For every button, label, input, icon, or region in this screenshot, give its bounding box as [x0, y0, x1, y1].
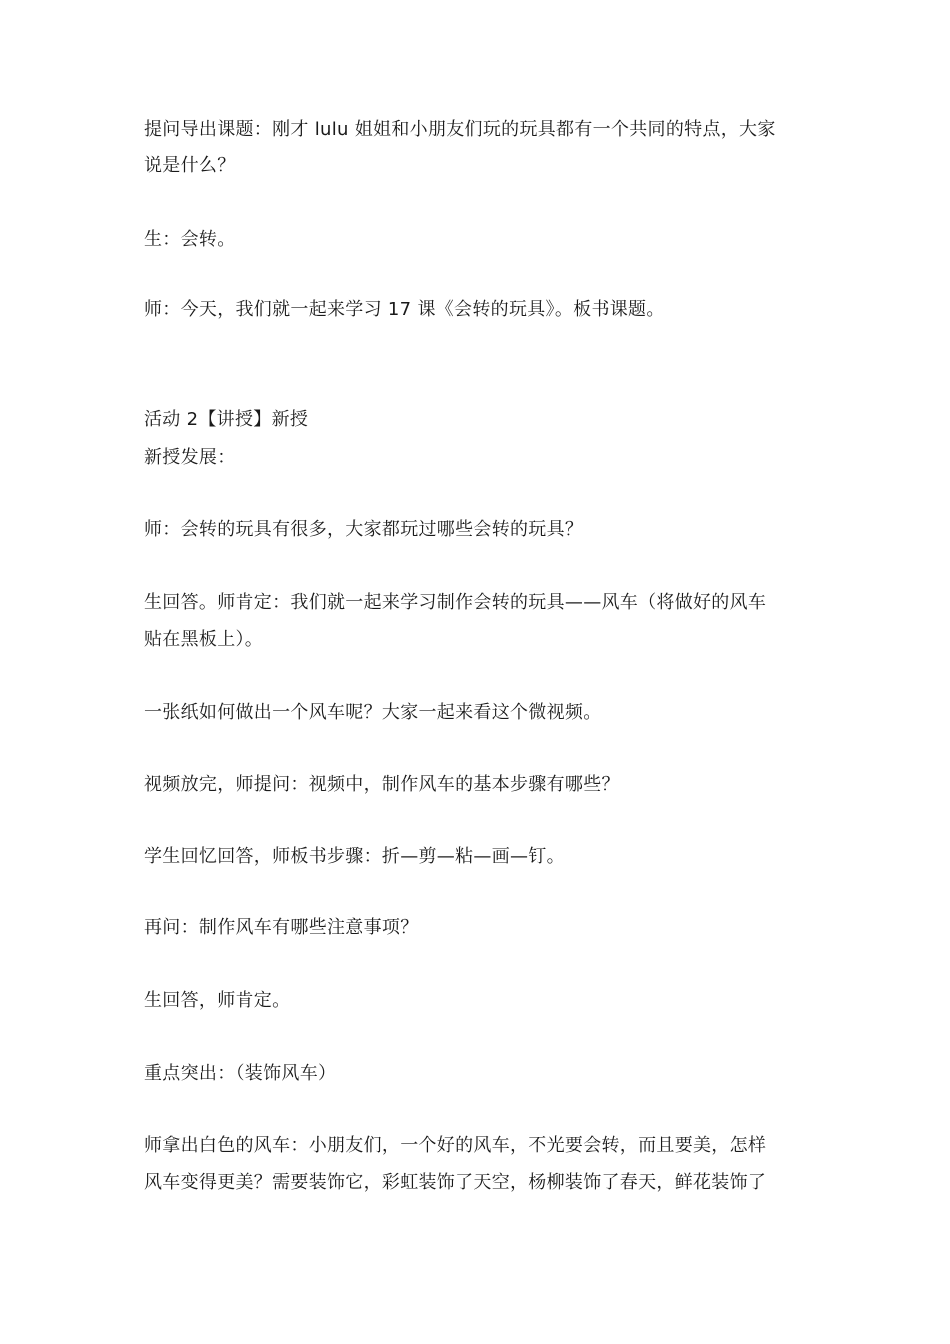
paragraph-line: 生回答，师肯定。	[144, 990, 291, 1011]
paragraph-line: 师拿出白色的风车：小朋友们，一个好的风车，不光要会转，而且要美，怎样	[144, 1135, 767, 1156]
section-heading: 活动 2【讲授】新授	[144, 409, 309, 430]
paragraph-line: 新授发展：	[144, 447, 236, 468]
paragraph-line: 提问导出课题：刚才 lulu 姐姐和小朋友们玩的玩具都有一个共同的特点，大家	[144, 119, 776, 140]
paragraph-line: 贴在黑板上）。	[144, 629, 264, 650]
paragraph-line: 师：今天，我们就一起来学习 17 课《会转的玩具》。板书课题。	[144, 299, 665, 320]
paragraph-line: 生回答。师肯定：我们就一起来学习制作会转的玩具——风车（将做好的风车	[144, 592, 767, 613]
paragraph-line: 学生回忆回答，师板书步骤：折—剪—粘—画—钉。	[144, 846, 565, 867]
paragraph-line: 重点突出：（装饰风车）	[144, 1063, 337, 1084]
paragraph-line: 一张纸如何做出一个风车呢？大家一起来看这个微视频。	[144, 702, 602, 723]
paragraph-line: 师：会转的玩具有很多，大家都玩过哪些会转的玩具？	[144, 519, 584, 540]
paragraph-line: 说是什么？	[144, 155, 236, 176]
paragraph-line: 视频放完，师提问：视频中，制作风车的基本步骤有哪些？	[144, 774, 620, 795]
paragraph-line: 生：会转。	[144, 229, 236, 250]
paragraph-line: 风车变得更美？需要装饰它，彩虹装饰了天空，杨柳装饰了春天，鲜花装饰了	[144, 1172, 767, 1193]
paragraph-line: 再问：制作风车有哪些注意事项？	[144, 917, 419, 938]
